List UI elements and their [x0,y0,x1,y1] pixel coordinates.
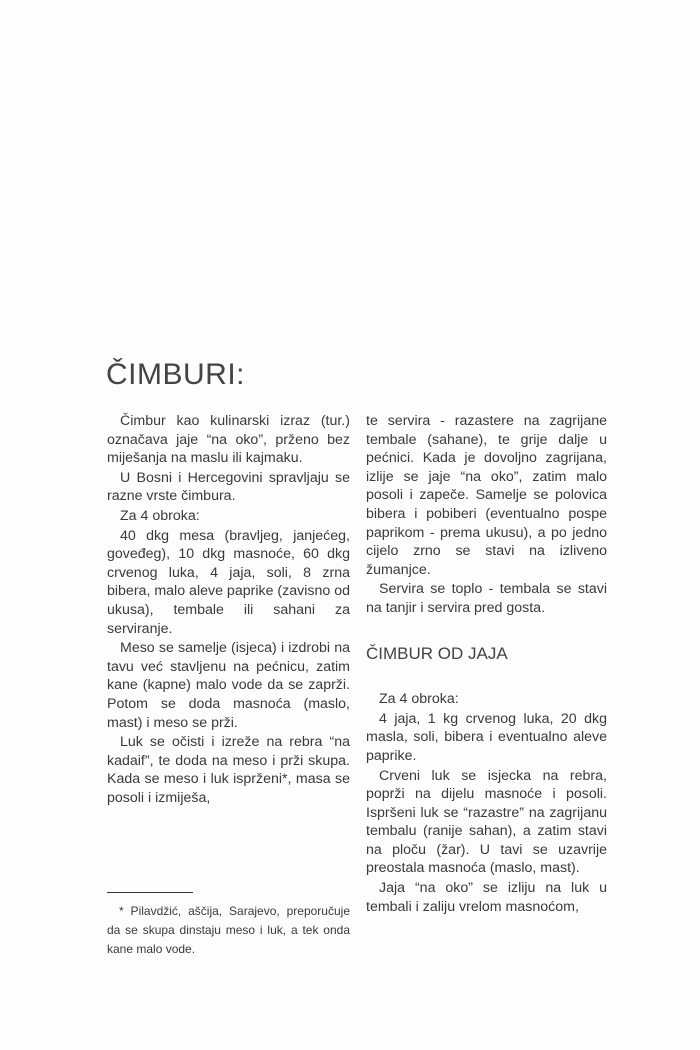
paragraph: Jaja “na oko” se izliju na luk u tembali i zaliju vrelom masnoćom, [366,880,607,915]
paragraph: te servira - razastere na zagrijane tembale (sahane), te grije dalje u pećnici. Kada je dovoljno zagrijana, izlije se jaje “na oko”, zatim malo posoli i zapeče. Samelje se polovica bibera i pobiberi (eventualno pospe paprikom - prema ukusu), a po jedno cijelo zrno se stavi na izliveno žumanjce. [366,413,607,578]
paragraph: U Bosni i Hercegovini spravljaju se razne vrste čimbura. [107,469,350,505]
paragraph: Za 4 obroka: [379,691,459,708]
paragraph: Crveni luk se isjecka na rebra, poprži na dijelu masnoće i posoli. Ispršeni luk se “razastre” na zagrijanu tembalu (ranije sahan), a zatim stavi na ploču (žar). U tavi se uzavrije preostala masnoća (maslo, mast). [366,767,607,877]
ingredients-paragraph: 40 dkg mesa (bravljeg, janjećeg, goveđeg), 10 dkg masnoće, 60 dkg crvenog luka, 4 jaja, soli, 8 zrna bibera, malo aleve paprike (zavisno od ukusa), tembale ili sahani za serviranje. [107,527,350,637]
ingredients-paragraph: 4 jaja, 1 kg crvenog luka, 20 dkg masla, soli, bibera i eventualno aleve paprike. [366,710,607,764]
right-column [366,412,607,917]
footnote: * Pilavdžić, aščija, Sarajevo, preporučuje da se skupa dinstaju meso i luk, a tek onda kane malo vode. [107,904,350,956]
page-title: ČIMBURI: [106,358,245,391]
paragraph: Za 4 obroka: [120,507,200,524]
paragraph: Luk se očisti i izreže na rebra “na kadaif”, te doda na meso i prži skupa. Kada se meso i luk isprženi*, masa se posoli i izmiješa, [107,734,350,806]
footnote-divider [107,892,193,893]
left-column [107,412,350,808]
paragraph: Servira se toplo - tembala se stavi na tanjir i servira pred gosta. [366,581,607,616]
section-heading: ČIMBUR OD JAJA [366,643,508,663]
paragraph: Čimbur kao kulinarski izraz (tur.) označava jaje “na oko”, prženo bez miješanja na maslu ili kajmaku. [107,413,350,467]
paragraph: Meso se samelje (isjeca) i izdrobi na tavu već stavljenu na pećnicu, zatim kane (kapne) malo vode da se zaprži. Potom se doda masnoća (maslo, mast) i meso se prži. [107,640,350,731]
